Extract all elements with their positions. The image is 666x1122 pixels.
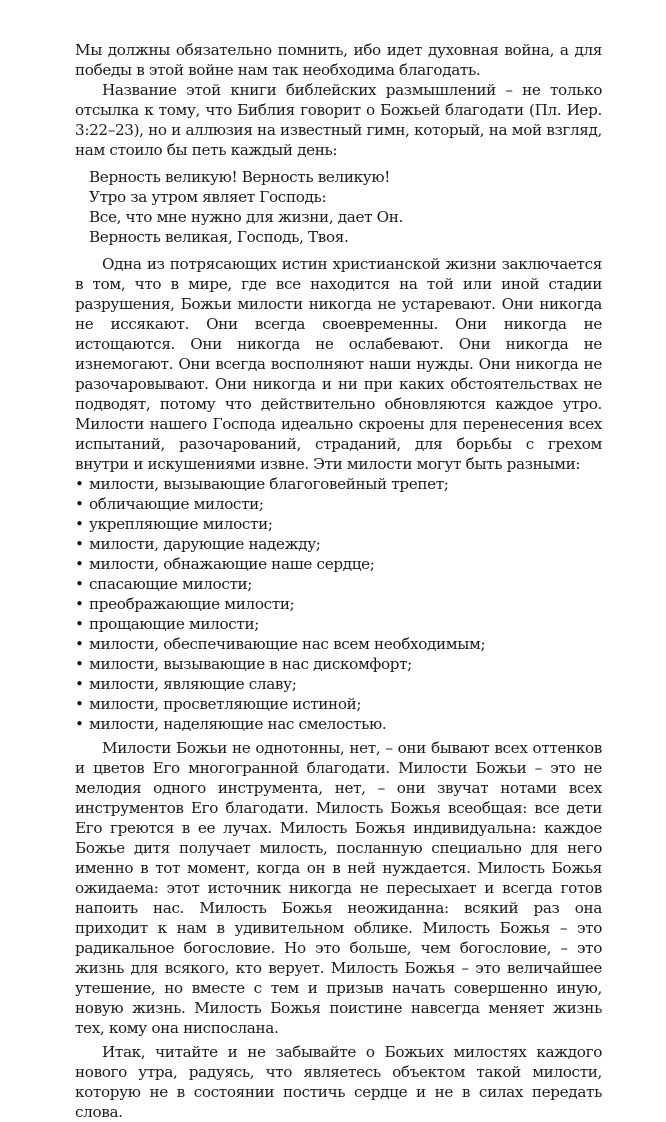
paragraph-3: Одна из потрясающих истин христианской жизни заключается в том, что в мире, где все находится на той или иной стадии разрушения, Божьи милости никогда не устаревают. Они никогда не иссякают. Они всегда своевременны. Они никогда не истощаются. Они никогда не ослабевают. Они никогда не изнемогают. Они всегда восполняют наши нужды. Они никогда не разочаровывают. Они никогда и ни при каких обстоятельствах не подводят, потому что действительно обновляются каждое утро. Милости нашего Господа идеально скроены для перенесения всех испытаний, разочарований, страданий, для борьбы с грехом внутри и искушениями извне. Эти милости могут быть разными: — [75, 255, 602, 473]
hymn-line: Утро за утром являет Господь: — [89, 188, 327, 206]
paragraph-2: Название этой книги библейских размышлений – не только отсылка к тому, что Библия говорит о Божьей благодати (Пл. Иер. 3:22–23), но и аллюзия на известный гимн, который, на мой взгляд, нам стоило бы петь каждый день: — [75, 81, 602, 159]
list-item: • милости, наделяющие нас смелостью. — [75, 715, 387, 733]
list-item: • милости, дарующие надежду; — [75, 535, 321, 553]
bullet-icon: • — [75, 495, 84, 513]
list-item: • милости, просветляющие истиной; — [75, 695, 362, 713]
bullet-icon: • — [75, 635, 84, 653]
bullet-icon: • — [75, 475, 84, 493]
paragraph-4: Милости Божьи не однотонны, нет, – они бывают всех оттенков и цветов Его многогранной благодати. Милости Божьи – это не мелодия одного инструмента, нет, – они звучат нотами всех инструментов Его благодати. Милость Божья всеобщая: все дети Его греются в ее лучах. Милость Божья индивидуальна: каждое Божье дитя получает милость, посланную специально для него именно в тот момент, когда он в ней нуждается. Милость Божья ожидаема: этот источник никогда не пересыхает и всегда готов напоить нас. Милость Божья неожиданна: всякий раз она приходит к нам в удивительном облике. Милость Божья – это радикальное богословие. Но это больше, чем богословие, – это жизнь для всякого, кто верует. Милость Божья – это величайшее утешение, но вместе с тем и призыв начать совершенно иную, новую жизнь. Милость Божья поистине навсегда меняет жизнь тех, кому она ниспослана. — [75, 739, 602, 1037]
bullet-icon: • — [75, 575, 84, 593]
bullet-icon: • — [75, 595, 84, 613]
page-text — [75, 40, 602, 1122]
paragraph-5: Итак, читайте и не забывайте о Божьих милостях каждого нового утра, радуясь, что являетесь объектом такой милости, которую не в состоянии постичь сердце и не в силах передать слова. — [75, 1043, 602, 1121]
list-item: • преображающие милости; — [75, 595, 295, 613]
bullet-icon: • — [75, 715, 84, 733]
list-item: • прощающие милости; — [75, 615, 260, 633]
bullet-icon: • — [75, 655, 84, 673]
hymn-line: Верность великая, Господь, Твоя. — [89, 228, 349, 246]
list-item: • укрепляющие милости; — [75, 515, 273, 533]
bullet-icon: • — [75, 695, 84, 713]
list-item: • милости, являющие славу; — [75, 675, 297, 693]
hymn-line: Все, что мне нужно для жизни, дает Он. — [89, 208, 404, 226]
hymn-line: Верность великую! Верность великую! — [89, 168, 390, 186]
book-page — [75, 40, 602, 1122]
hymn-quote — [89, 167, 602, 247]
list-item: • обличающие милости; — [75, 495, 264, 513]
bullet-icon: • — [75, 675, 84, 693]
mercies-list — [75, 474, 602, 734]
list-item: • спасающие милости; — [75, 575, 253, 593]
paragraph-1: Мы должны обязательно помнить, ибо идет духовная война, а для победы в этой войне нам так необходима благодать. — [75, 41, 602, 79]
list-item: • милости, вызывающие благоговейный трепет; — [75, 475, 449, 493]
bullet-icon: • — [75, 555, 84, 573]
bullet-icon: • — [75, 515, 84, 533]
bullet-icon: • — [75, 615, 84, 633]
bullet-icon: • — [75, 535, 84, 553]
list-item: • милости, вызывающие в нас дискомфорт; — [75, 655, 412, 673]
list-item: • милости, обнажающие наше сердце; — [75, 555, 375, 573]
list-item: • милости, обеспечивающие нас всем необходимым; — [75, 635, 486, 653]
